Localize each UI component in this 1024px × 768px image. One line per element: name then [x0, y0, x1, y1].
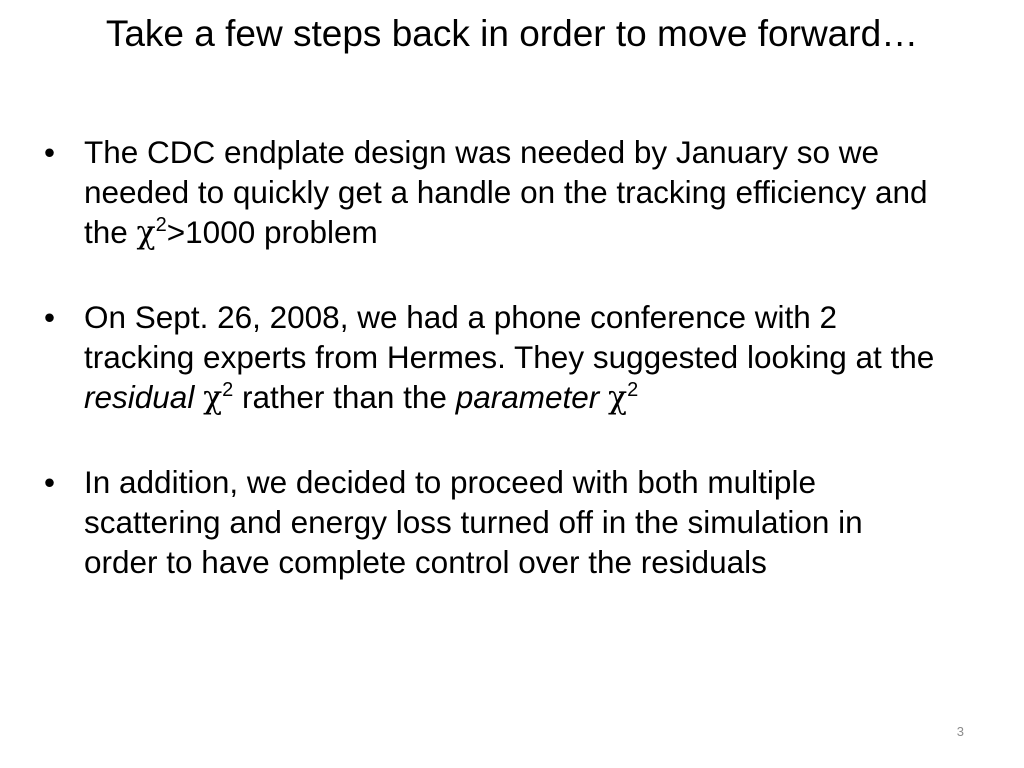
bullet-item-phone-conference [44, 297, 944, 418]
bullet-text: rather than the [233, 379, 456, 415]
bullet-text: The CDC endplate design was needed by January so we needed to quickly get a handle on the tracking efficiency and the [84, 134, 928, 250]
chi-symbol: χ [608, 380, 628, 416]
bullet-item-cdc-endplate [44, 132, 944, 253]
bullet-text: On Sept. 26, 2008, we had a phone conference with 2 tracking experts from Hermes. They suggested looking at the [84, 299, 935, 375]
bullet-marker: • [44, 464, 56, 500]
chi-symbol: χ [203, 380, 223, 416]
chi-symbol: χ [136, 215, 156, 251]
superscript: 2 [155, 214, 167, 236]
bullet-text: >1000 problem [166, 214, 378, 250]
bullet-list [44, 132, 944, 582]
emphasis-parameter: parameter [455, 379, 600, 415]
superscript: 2 [627, 379, 639, 401]
emphasis-residual: residual [84, 379, 195, 415]
bullet-marker: • [44, 299, 56, 335]
slide-title: Take a few steps back in order to move forward… [105, 13, 919, 54]
bullet-item-simulation [44, 462, 944, 582]
bullet-text: In addition, we decided to proceed with both multiple scattering and energy loss turned off in the simulation in order to have complete control over the residuals [84, 464, 863, 580]
superscript: 2 [222, 379, 234, 401]
bullet-marker: • [44, 134, 56, 170]
page-number: 3 [956, 724, 964, 739]
